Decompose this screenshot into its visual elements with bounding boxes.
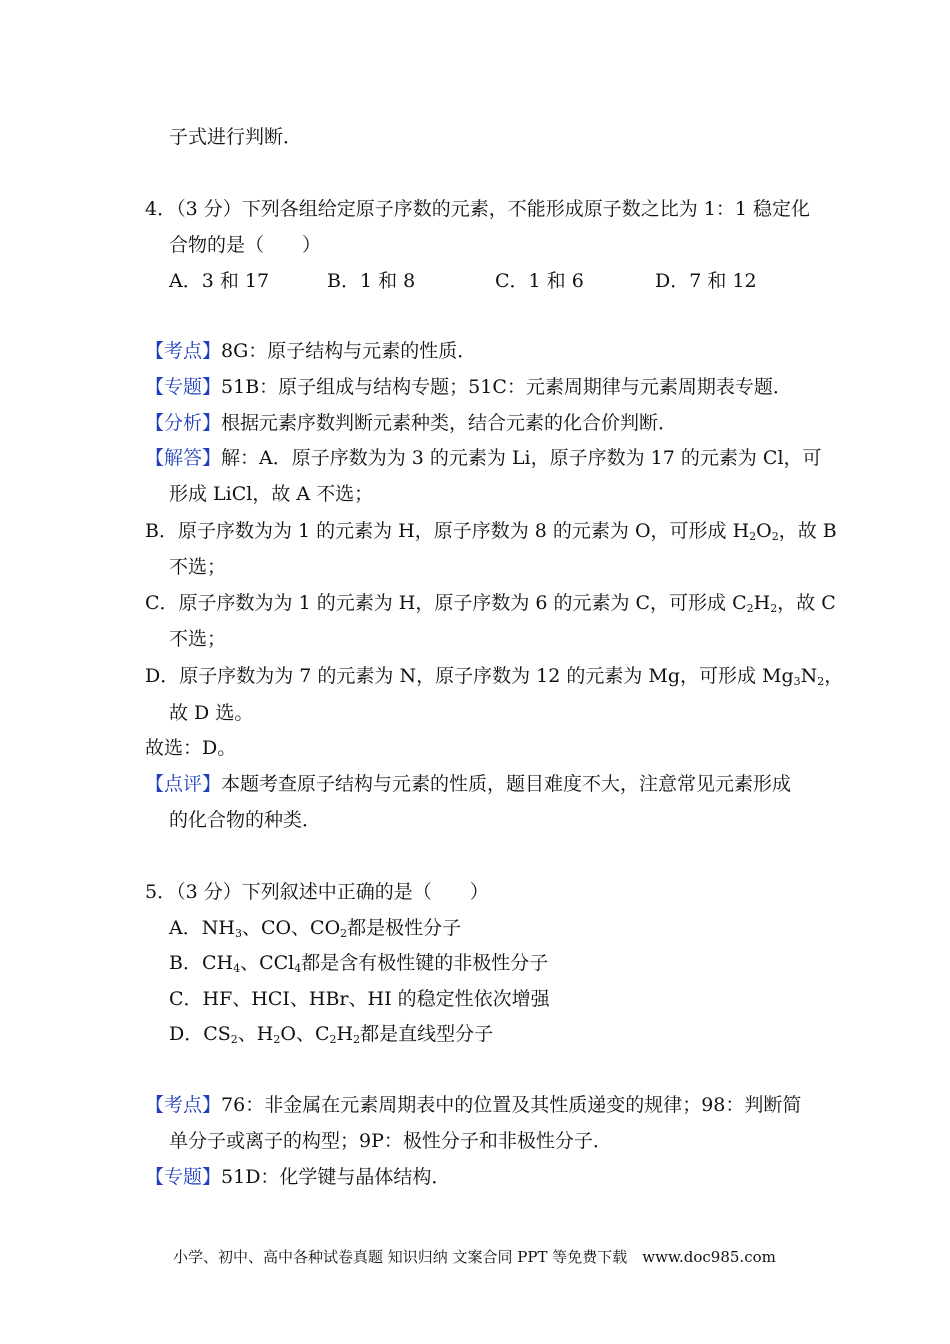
q4-dianping-line1 [145,771,791,797]
q4-option-d: D．7 和 12 [655,270,757,292]
q5-kaodian-line2: 单分子或离子的构型；9P：极性分子和非极性分子． [169,1130,612,1152]
zhuanti-tag: 【专题】 [145,376,222,398]
q4-jieda-line1 [145,445,822,471]
zhuanti-tag: 【专题】 [145,1166,222,1188]
zhuanti-text: 51D：化学键与晶体结构． [221,1166,451,1188]
q4-option-b: B．1 和 8 [327,270,416,292]
kaodian-tag: 【考点】 [145,1094,222,1116]
q4-kaodian [145,338,476,364]
q4-option-c: C．1 和 6 [495,270,584,292]
q5-stem: 5．（3 分）下列叙述中正确的是（ ） [145,881,489,903]
q4-option-a: A．3 和 17 [169,270,270,292]
q4-b-cont: 不选； [169,556,227,578]
q5-zhuanti [145,1164,450,1190]
fenxi-tag: 【分析】 [145,412,222,434]
q5-option-b: B．$CH_4$、CCl$_4$都是含有极性键的非极性分子 [169,952,549,975]
q5-option-d: D．$CS_2$、$H_2O$、$C_2H_2$都是直线型分子 [169,1023,494,1046]
continuation-line: 子式进行判断． [169,126,303,148]
q4-fenxi [145,410,677,436]
q4-stem-line2: 合物的是（ ） [169,234,322,256]
q4-d-cont: 故 D 选。 [169,702,254,724]
jieda-text: 解：A．原子序数为为 3 的元素为 Li，原子序数为 17 的元素为 Cl，可 [221,447,822,469]
q4-answer: 故选：D。 [145,737,237,759]
q4-d-line: D．原子序数为为 7 的元素为 N，原子序数为 12 的元素为 Mg，可形成 $Mg_3N_2$， [145,665,844,688]
q4-dianping-line2: 的化合物的种类． [169,809,322,831]
q4-zhuanti [145,374,792,400]
kaodian-tag: 【考点】 [145,340,222,362]
q4-c-cont: 不选； [169,628,227,650]
q4-stem-line1: 4．（3 分）下列各组给定原子序数的元素，不能形成原子数之比为 1：1 稳定化 [145,198,810,220]
fenxi-text: 根据元素序数判断元素种类，结合元素的化合价判断． [221,412,678,434]
q5-option-a: A．$NH_3$、CO、$CO_2$都是极性分子 [169,917,462,940]
q4-b-line: B．原子序数为为 1 的元素为 H，原子序数为 8 的元素为 O，可形成 $H_2O_2$，故 B [145,520,837,543]
q4-c-line: C．原子序数为为 1 的元素为 H，原子序数为 6 的元素为 C，可形成 $C_2H_2$，故 C [145,592,836,615]
kaodian-text: 8G：原子结构与元素的性质． [221,340,477,362]
jieda-tag: 【解答】 [145,447,222,469]
q5-kaodian-line1 [145,1092,801,1118]
q5-option-c: C．HF、HCI、HBr、HI 的稳定性依次增强 [169,988,550,1010]
dianping-tag: 【点评】 [145,773,222,795]
zhuanti-text: 51B：原子组成与结构专题；51C：元素周期律与元素周期表专题． [221,376,792,398]
kaodian-text: 76：非金属在元素周期表中的位置及其性质递变的规律；98：判断简 [221,1094,802,1116]
dianping-text: 本题考查原子结构与元素的性质，题目难度不大，注意常见元素形成 [221,773,792,795]
q4-jieda-line2: 形成 LiCl，故 A 不选； [169,483,374,505]
page-footer: 小学、初中、高中各种试卷真题 知识归纳 文案合同 PPT 等免费下载 www.doc985.com [173,1248,776,1266]
